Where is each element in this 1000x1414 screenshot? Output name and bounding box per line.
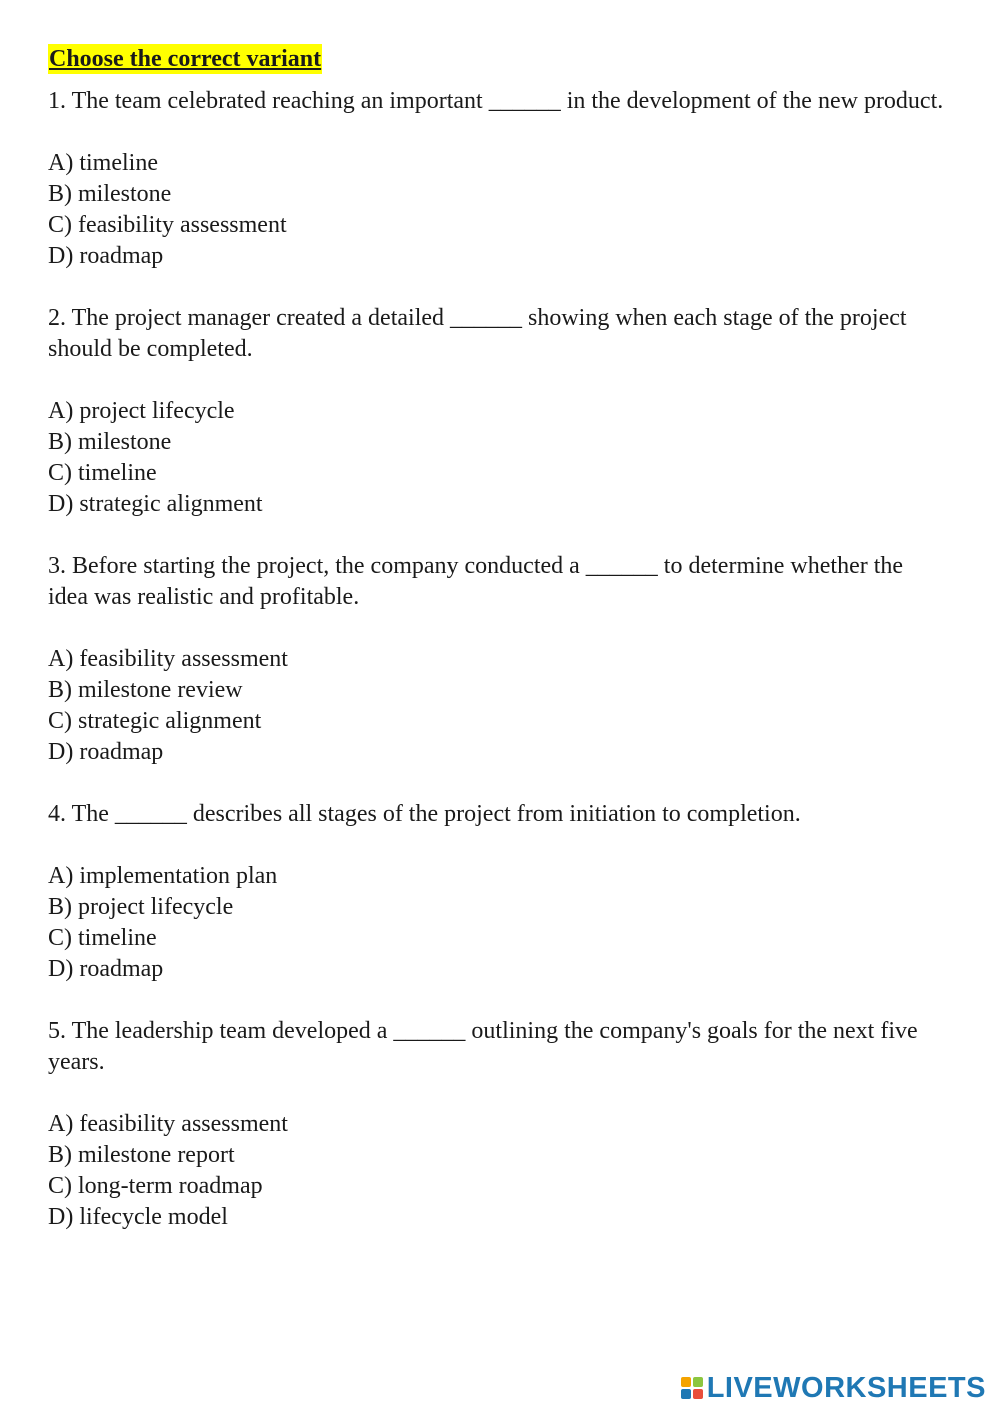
option-a[interactable]: A) project lifecycle	[48, 398, 235, 424]
option-d[interactable]: D) roadmap	[48, 739, 164, 765]
option-b[interactable]: B) milestone	[48, 429, 172, 455]
question-5	[48, 1016, 948, 1233]
option-a[interactable]: A) implementation plan	[48, 863, 278, 889]
option-c[interactable]: C) timeline	[48, 925, 157, 951]
option-c[interactable]: C) timeline	[48, 460, 157, 486]
worksheet	[48, 44, 948, 1264]
question-stem: 3. Before starting the project, the company conducted a ______ to determine whether the idea was realistic and profitable.	[48, 553, 904, 610]
question-stem: 2. The project manager created a detailed ______ showing when each stage of the project should be completed.	[48, 305, 907, 362]
question-3	[48, 551, 948, 768]
logo-text: LIVEWORKSHEETS	[706, 1371, 986, 1404]
option-d[interactable]: D) strategic alignment	[48, 491, 263, 517]
question-2	[48, 303, 948, 520]
option-a[interactable]: A) timeline	[48, 150, 158, 176]
option-c[interactable]: C) strategic alignment	[48, 708, 262, 734]
option-a[interactable]: A) feasibility assessment	[48, 646, 288, 672]
question-1	[48, 86, 948, 272]
liveworksheets-logo	[681, 1370, 986, 1406]
option-d[interactable]: D) roadmap	[48, 243, 164, 269]
logo-tile	[693, 1377, 703, 1387]
question-stem: 5. The leadership team developed a ______ outlining the company's goals for the next five years.	[48, 1018, 918, 1075]
logo-tile	[681, 1377, 691, 1387]
option-d[interactable]: D) roadmap	[48, 956, 164, 982]
worksheet-heading: Choose the correct variant	[49, 46, 322, 72]
option-b[interactable]: B) milestone	[48, 181, 172, 207]
question-stem: 4. The ______ describes all stages of the project from initiation to completion.	[48, 801, 801, 827]
question-stem: 1. The team celebrated reaching an important ______ in the development of the new product.	[48, 88, 944, 114]
logo-tile	[693, 1389, 703, 1399]
option-c[interactable]: C) long-term roadmap	[48, 1173, 263, 1199]
option-c[interactable]: C) feasibility assessment	[48, 212, 287, 238]
option-b[interactable]: B) project lifecycle	[48, 894, 234, 920]
option-a[interactable]: A) feasibility assessment	[48, 1111, 288, 1137]
option-d[interactable]: D) lifecycle model	[48, 1204, 228, 1230]
option-b[interactable]: B) milestone review	[48, 677, 243, 703]
logo-tile	[681, 1389, 691, 1399]
liveworksheets-logo-icon	[681, 1377, 703, 1399]
question-4	[48, 799, 948, 985]
option-b[interactable]: B) milestone report	[48, 1142, 235, 1168]
